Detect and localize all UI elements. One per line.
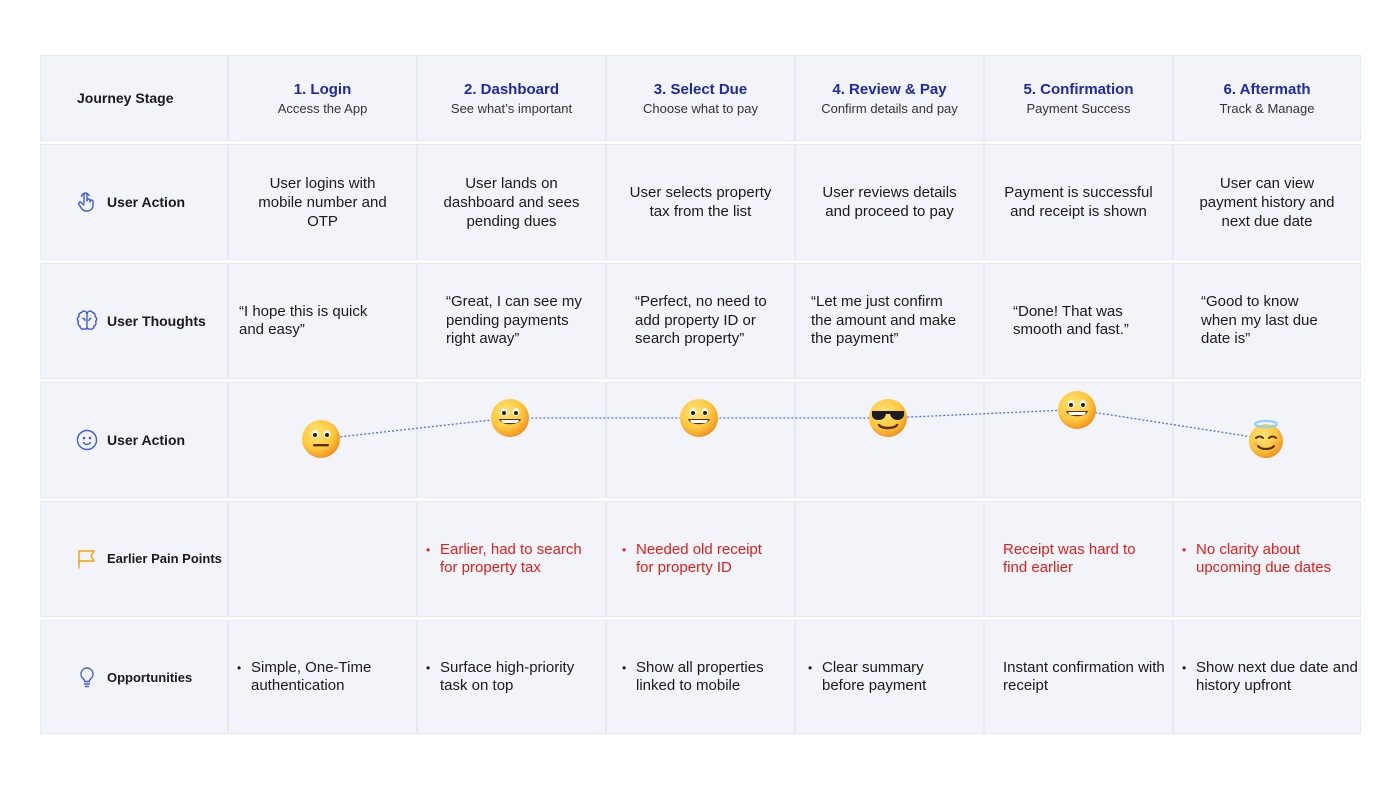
- cell-text: “Good to know when my last due date is”: [1201, 293, 1318, 348]
- cell-text: User selects property tax from the list: [629, 184, 772, 220]
- cell-text: Show next due date and history upfront: [1196, 658, 1358, 694]
- cell-text: “Done! That was smooth and fast.”: [1013, 302, 1129, 338]
- emoji-neutral-icon: [301, 419, 341, 459]
- pain-cell-4: [795, 501, 984, 617]
- row-label-opportunities: [40, 620, 228, 734]
- stage-subtitle: Access the App: [277, 100, 368, 116]
- row-label-pain-points: [40, 501, 228, 617]
- stage-title: 6. Aftermath: [1223, 80, 1311, 98]
- bullet-dot: •: [1182, 660, 1187, 675]
- row-label: User Thoughts: [107, 312, 206, 329]
- stage-title: 3. Select Due: [653, 80, 748, 98]
- bullet-item: [1182, 659, 1358, 696]
- opportunity-cell-1: [228, 620, 417, 734]
- stage-title: 4. Review & Pay: [832, 80, 947, 98]
- cell-text: “Perfect, no need to add property ID or search property”: [635, 293, 767, 348]
- bullet-item: [426, 659, 601, 696]
- bullet-item: [622, 541, 774, 578]
- bullet-dot: •: [237, 660, 242, 675]
- bullet-item: [1182, 541, 1358, 578]
- cell-text: “Let me just confirm the amount and make the payment”: [811, 293, 957, 348]
- pain-cell-5: [984, 501, 1173, 617]
- cell-text: Payment is successful and receipt is shown: [1004, 184, 1153, 220]
- row-label: Earlier Pain Points: [107, 551, 222, 566]
- bullet-item: [622, 659, 792, 696]
- bullet-item: [808, 659, 963, 696]
- cell-text: “Great, I can see my pending payments right away”: [446, 293, 582, 348]
- stage-subtitle: Confirm details and pay: [821, 100, 958, 116]
- stage-title: 1. Login: [293, 80, 352, 98]
- emoji-cool-sunglasses-icon: [868, 398, 908, 438]
- opportunity-cell-3: [606, 620, 795, 734]
- bullet-item: [426, 541, 603, 578]
- stage-subtitle: See what’s important: [450, 100, 573, 116]
- bullet-dot: •: [426, 542, 431, 557]
- bullet-dot: •: [622, 542, 627, 557]
- bullet-dot: •: [1182, 542, 1187, 557]
- opportunity-cell-5: [984, 620, 1173, 734]
- emoji-grinning-icon: [679, 398, 719, 438]
- cell-text: Clear summary before payment: [822, 658, 927, 694]
- stage-subtitle: Payment Success: [1026, 100, 1131, 116]
- journey-stage-label: Journey Stage: [77, 89, 174, 106]
- cell-text: Needed old receipt for property ID: [636, 540, 762, 576]
- cell-text: Simple, One-Time authentication: [251, 658, 372, 694]
- cell-text: Show all properties linked to mobile: [636, 658, 764, 694]
- cell-text: Receipt was hard to find earlier: [1003, 540, 1136, 576]
- row-label: User Action: [107, 193, 186, 210]
- stage-title: 2. Dashboard: [463, 80, 560, 98]
- bullet-dot: •: [622, 660, 627, 675]
- pain-cell-2: [417, 501, 606, 617]
- emoji-grinning-icon: [1057, 390, 1097, 430]
- pain-cell-6: [1173, 501, 1361, 617]
- cell-text: No clarity about upcoming due dates: [1196, 540, 1332, 576]
- emotion-curve: [321, 410, 1266, 439]
- pain-cell-1: [228, 501, 417, 617]
- opportunity-cell-4: [795, 620, 984, 734]
- lightbulb-icon: [75, 665, 99, 689]
- row-label: Opportunities: [107, 669, 193, 685]
- cell-text: Earlier, had to search for property tax: [440, 540, 582, 576]
- emoji-grinning-icon: [490, 398, 530, 438]
- opportunity-cell-6: [1173, 620, 1361, 734]
- cell-text: User can view payment history and next due date: [1199, 174, 1335, 230]
- stage-subtitle: Track & Manage: [1219, 100, 1315, 116]
- cell-text: User lands on dashboard and sees pending dues: [443, 174, 580, 230]
- opportunity-cell-2: [417, 620, 606, 734]
- pain-cell-3: [606, 501, 795, 617]
- bullet-dot: •: [808, 660, 813, 675]
- cell-text: Surface high-priority task on top: [440, 658, 575, 694]
- flag-icon: [75, 547, 99, 571]
- bullet-dot: •: [426, 660, 431, 675]
- stage-title: 5. Confirmation: [1023, 80, 1134, 98]
- bullet-item: [237, 659, 396, 696]
- row-label: User Action: [107, 431, 186, 448]
- cell-text: “I hope this is quick and easy”: [239, 302, 368, 338]
- stage-subtitle: Choose what to pay: [643, 100, 758, 116]
- cell-text: Instant confirmation with receipt: [1003, 658, 1165, 694]
- cell-text: User reviews details and proceed to pay: [822, 184, 957, 220]
- cell-text: User logins with mobile number and OTP: [258, 174, 387, 230]
- emoji-halo-icon: [1246, 419, 1286, 459]
